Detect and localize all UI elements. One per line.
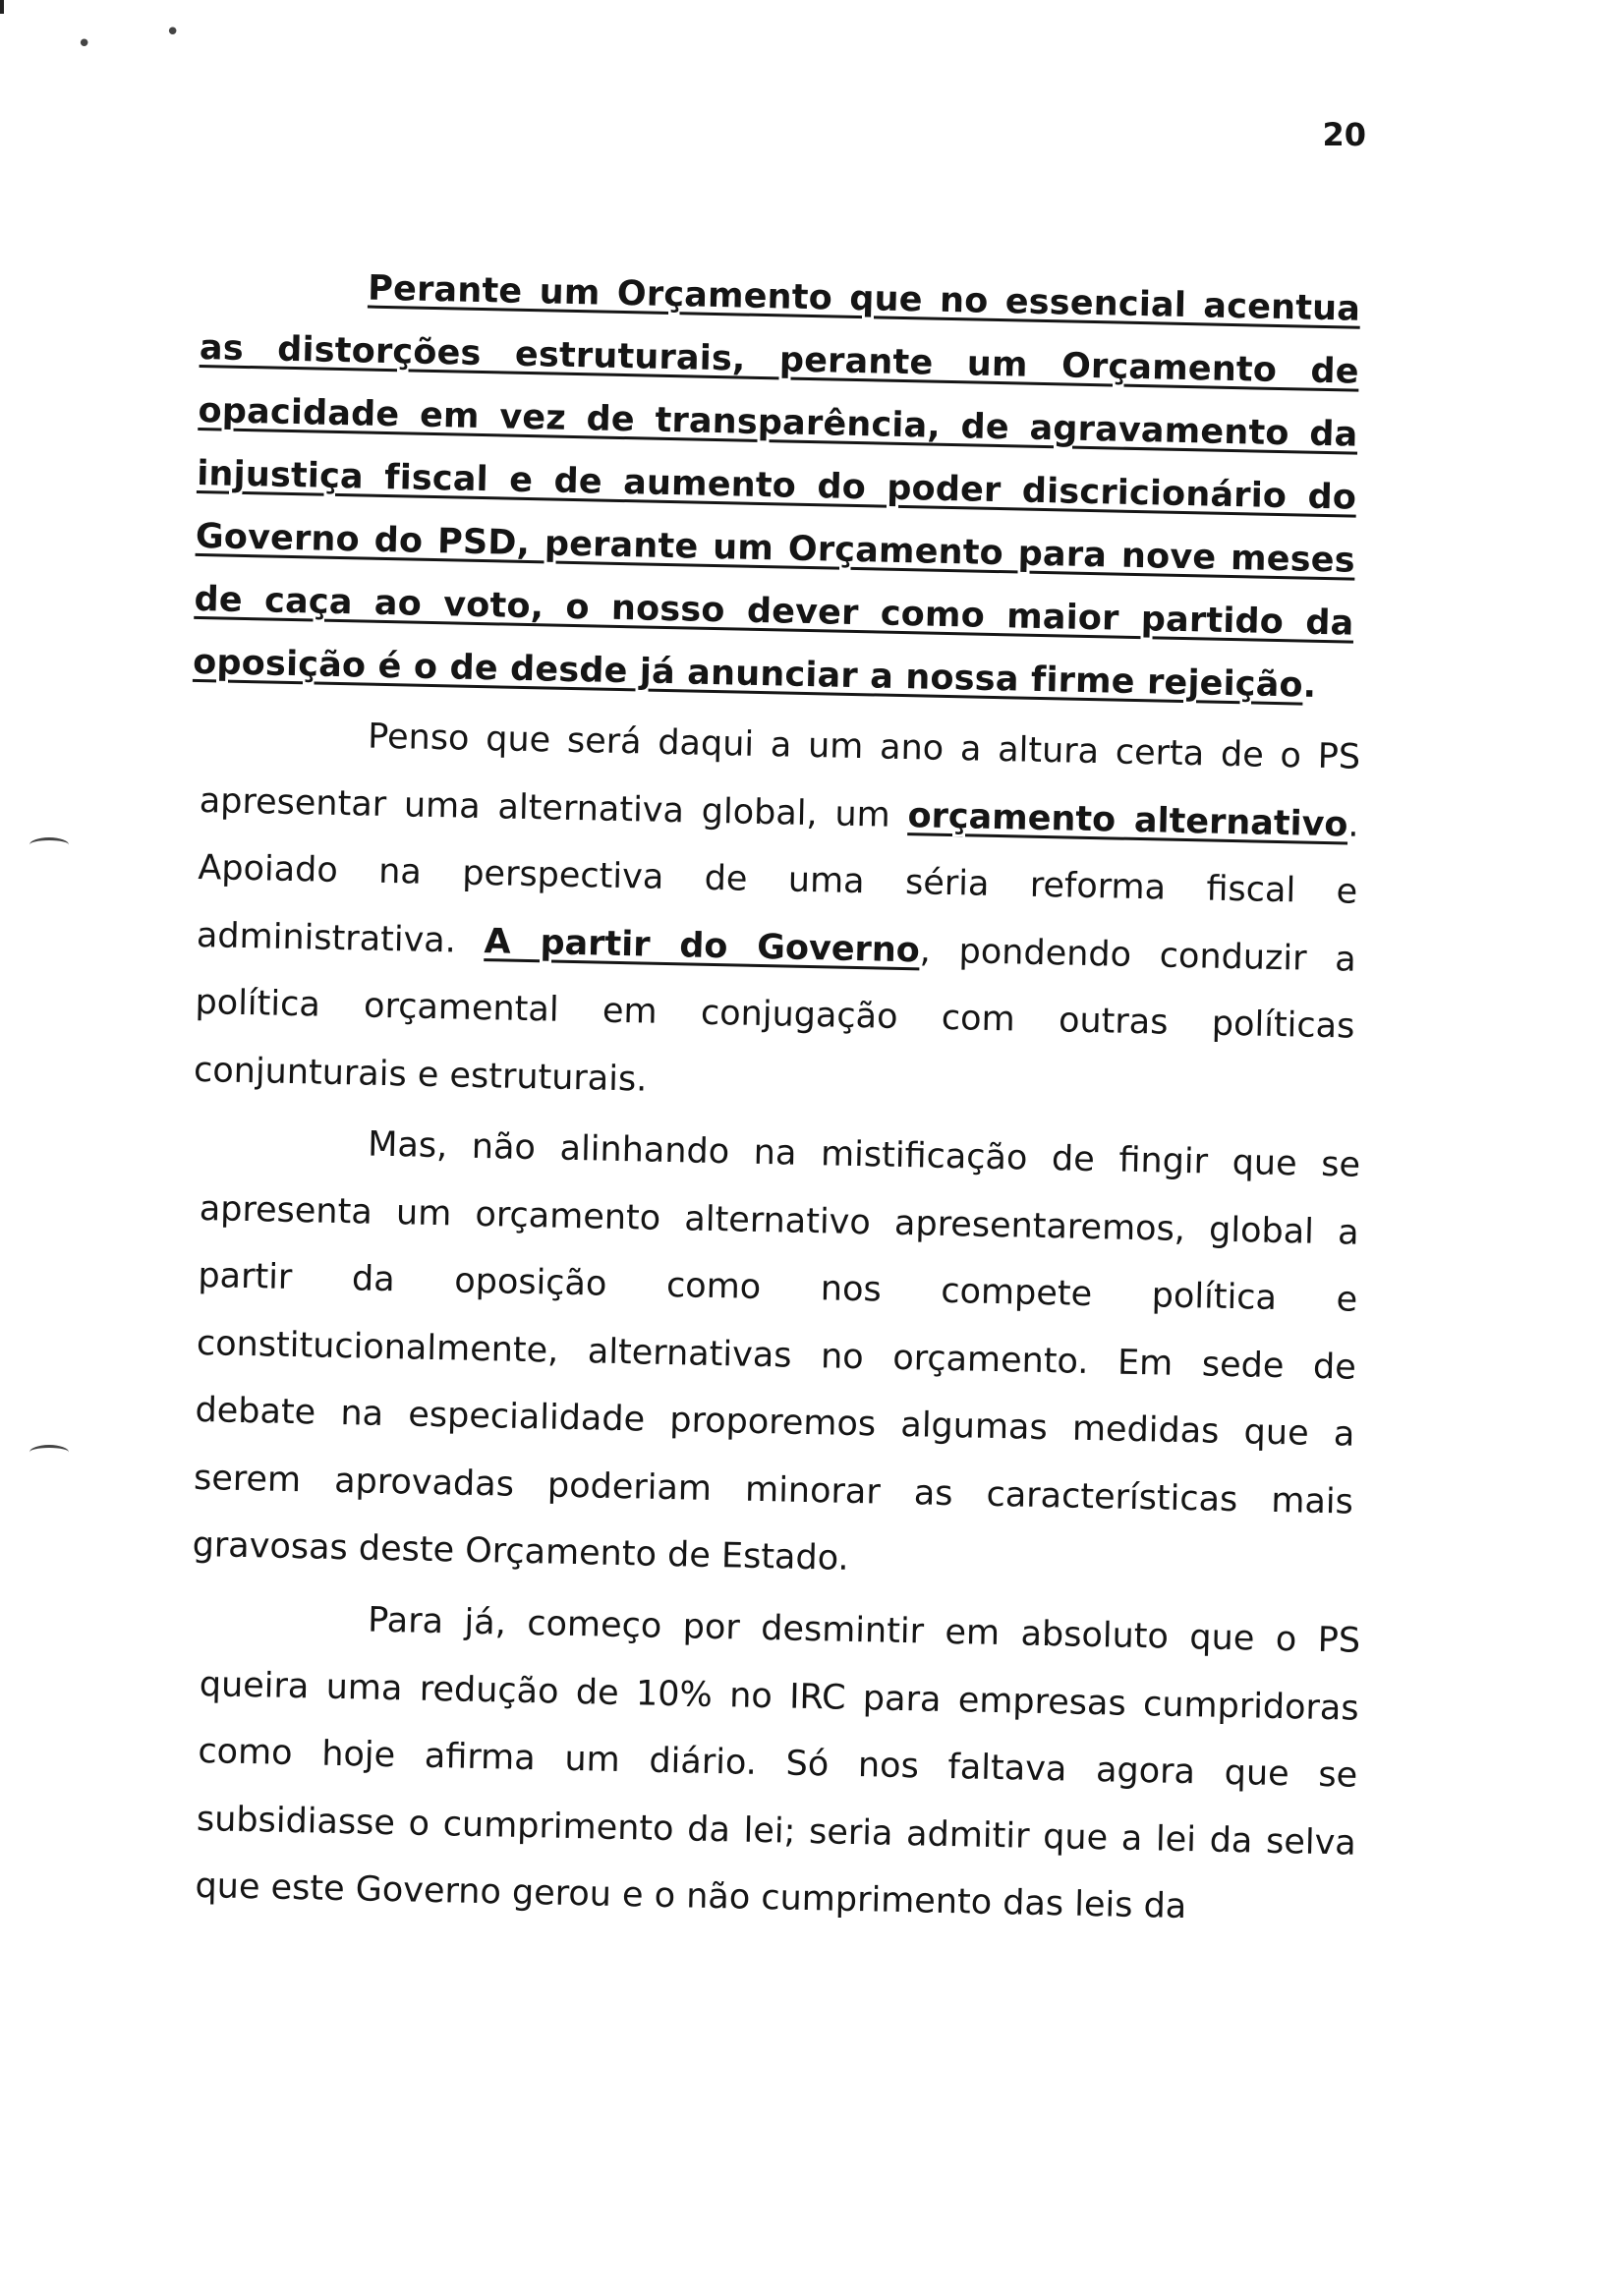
paragraph-2-text-middle: . Apoiado na perspectiva de uma séria reforma fiscal e administrativa.: [196, 804, 1359, 961]
scan-speck: •: [77, 29, 92, 59]
margin-mark: [29, 837, 69, 852]
paragraph-1-underlined-text: Perante um Orçamento que no essencial acentua as distorções estruturais, perante um Orçamento de opacidade em vez de transparência, de agravamento da injustiça fiscal e de aumento do poder discricionário do Governo do PSD, perante um Orçamento para nove meses de caça ao voto, o nosso dever como maior partido da oposição é o de desde já anunciar a nossa firme rejeição: [192, 268, 1361, 706]
paragraph-3: Mas, não alinhando na mistificação de fingir que se apresenta um orçamento alternativo apresentaremos, global a partir da oposição como nos compete política e constitucionalmente, alternativas no orçamento. Em sede de debate na especialidade proporemos algumas medidas que a serem aprovadas poderiam minorar as características mais gravosas deste Orçamento de Estado.: [192, 1124, 1361, 1578]
paragraph-1: [193, 254, 1361, 718]
margin-mark: [29, 1445, 69, 1460]
paragraph-2-underlined-phrase: A partir do Governo: [484, 921, 921, 970]
paragraph-2-text-end: , pondendo conduzir a política orçamental em conjugação com outras políticas conjunturais e estruturais.: [193, 930, 1357, 1100]
paragraph-2-underlined-phrase: orçamento alternativo: [907, 795, 1348, 844]
document-body: [192, 254, 1361, 1926]
scan-edge-mark: [0, 0, 4, 14]
paragraph-2: [193, 700, 1360, 1128]
paragraph-2-text-start: Penso que será daqui a um ano a altura certa de o PS apresentar uma alternativa global, um: [199, 717, 1361, 835]
page-number: 20: [1322, 116, 1366, 153]
paragraph-1-period: .: [1302, 665, 1317, 706]
scan-speck: •: [165, 18, 181, 47]
paragraph-4: Para já, começo por desmintir em absoluto que o PS queira uma redução de 10% no IRC para empresas cumpridoras como hoje afirma um diário. Só nos faltava agora que se subsidiasse o cumprimento da lei; seria admitir que a lei da selva que este Governo gerou e o não cumprimento das leis da: [195, 1600, 1361, 1926]
